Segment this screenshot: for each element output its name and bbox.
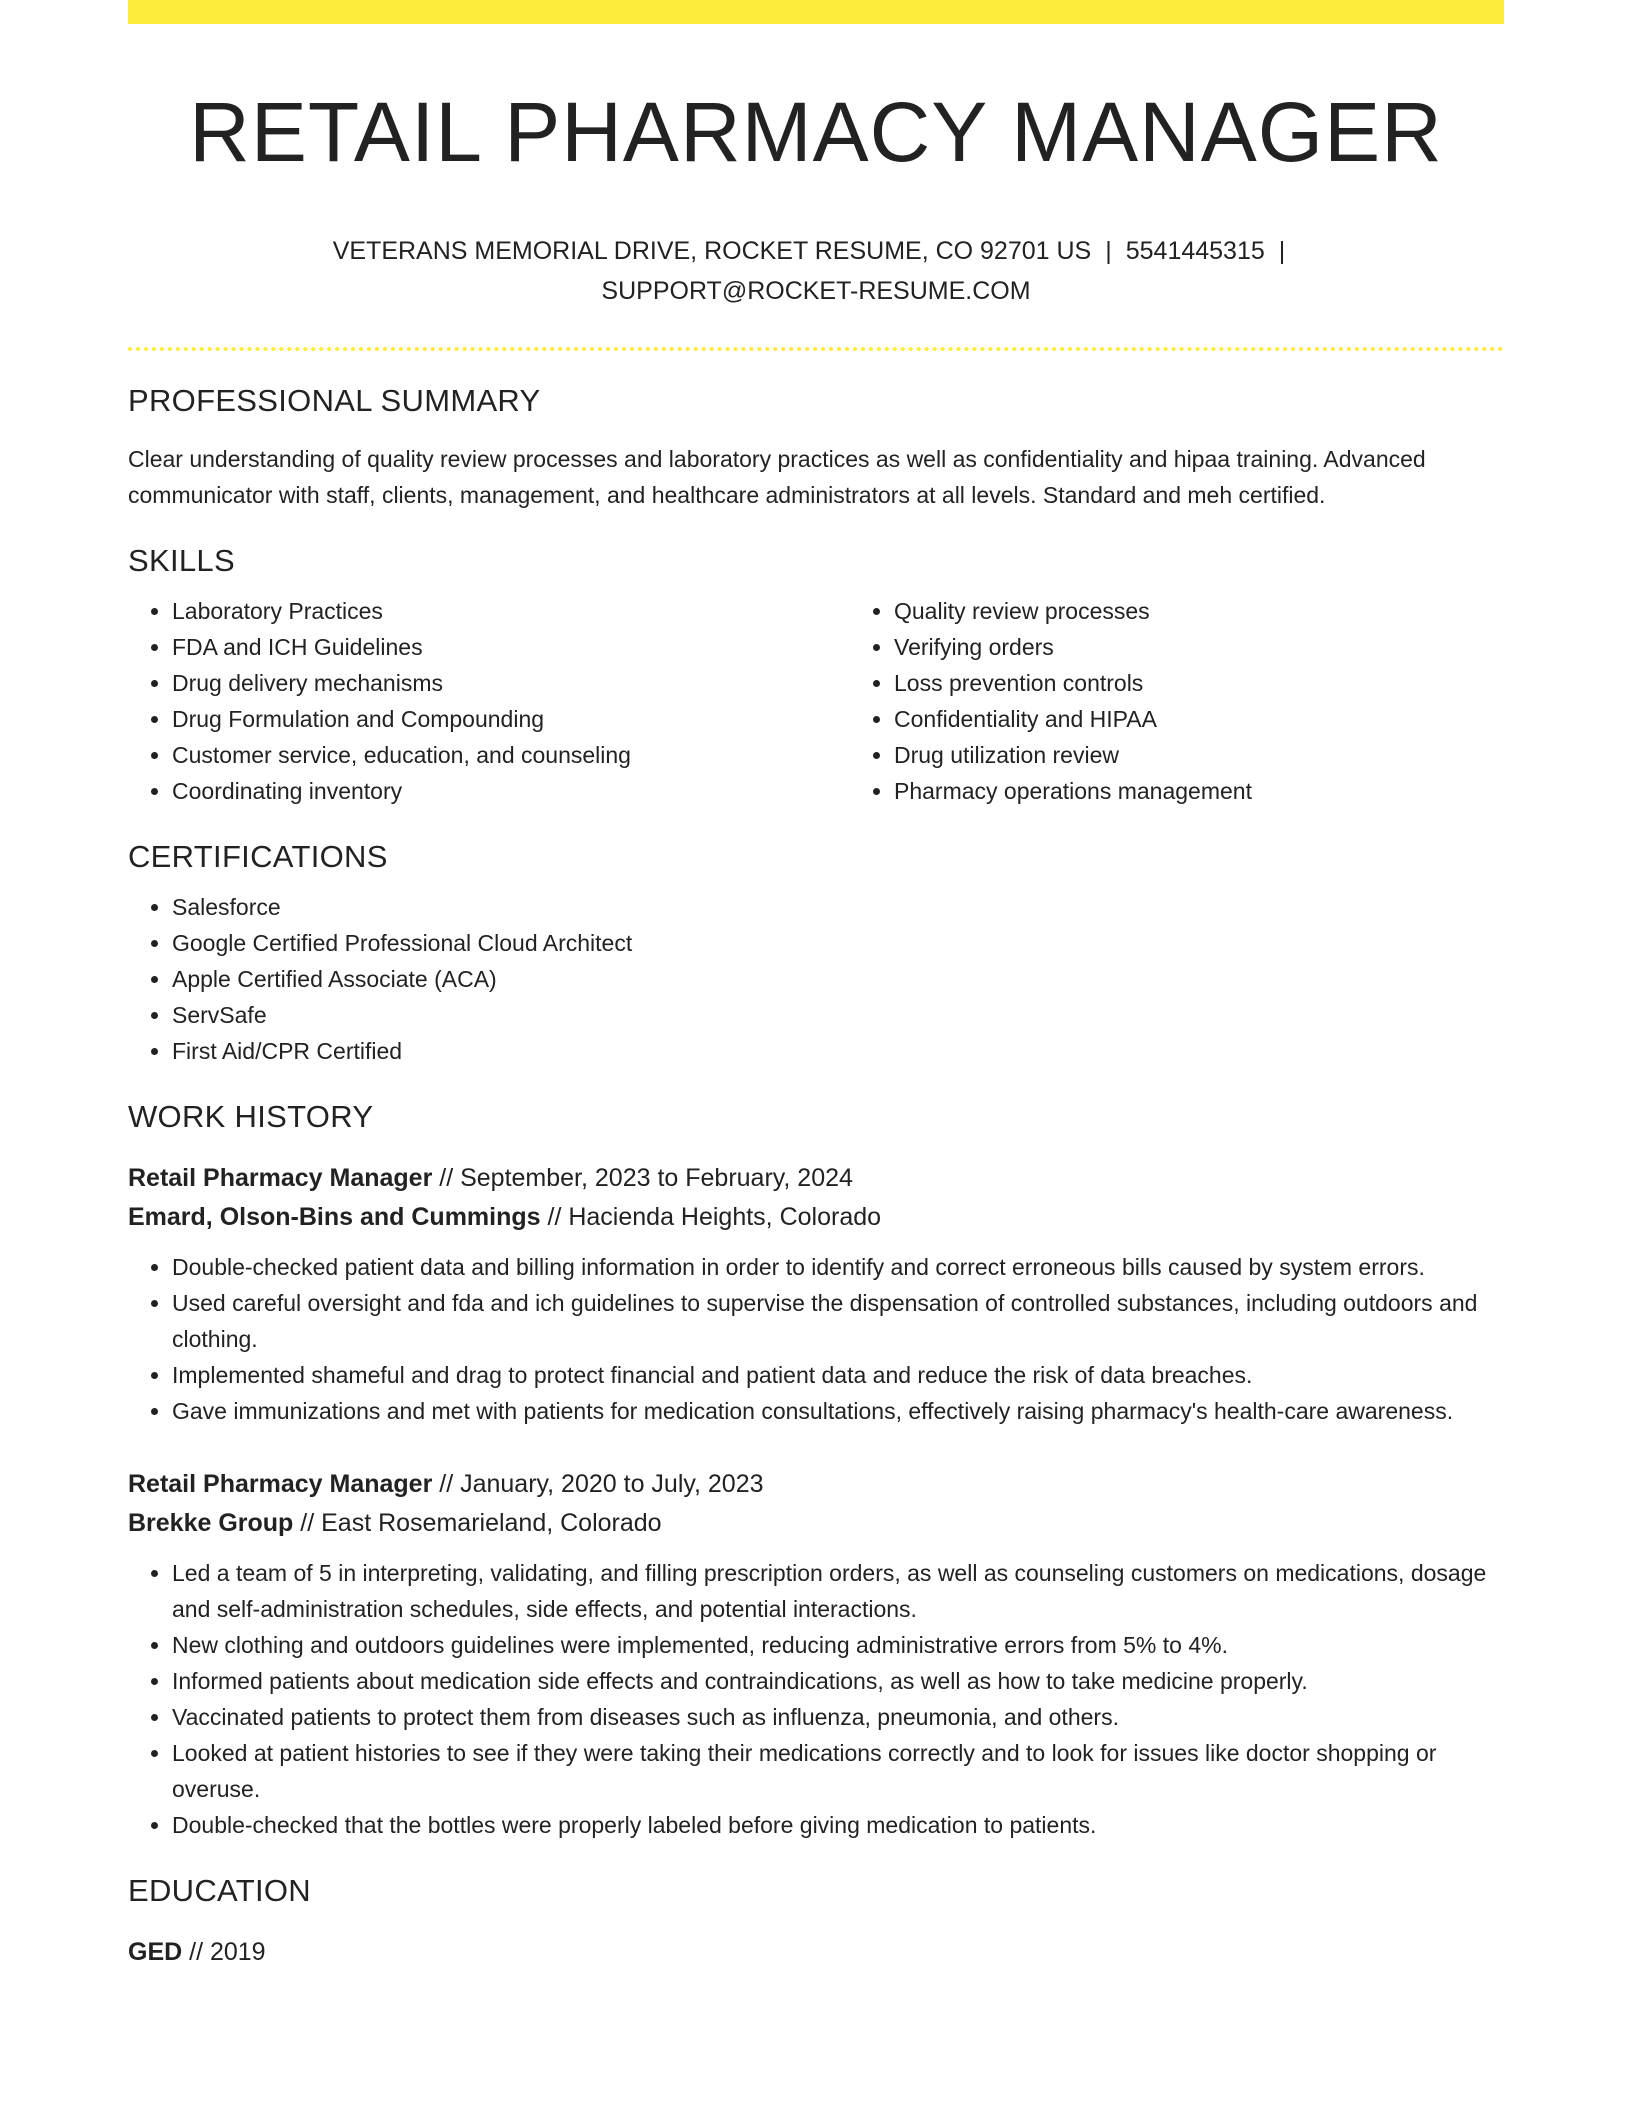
skill-item: • Verifying orders bbox=[894, 629, 1572, 665]
job-title-line bbox=[128, 1159, 1504, 1198]
skill-item: • Customer service, education, and counseling bbox=[172, 737, 850, 773]
education-section bbox=[128, 1871, 1504, 1972]
skill-item: • Loss prevention controls bbox=[894, 665, 1572, 701]
skills-section bbox=[128, 541, 1504, 809]
job-bullets bbox=[128, 1555, 1504, 1843]
job-bullet: • Implemented shameful and drag to protect financial and patient data and reduce the risk of data breaches. bbox=[172, 1357, 1504, 1393]
job-bullet: • Looked at patient histories to see if they were taking their medications correctly and to look for issues like doctor shopping or overuse. bbox=[172, 1735, 1504, 1807]
job-bullet: • Used careful oversight and fda and ich guidelines to supervise the dispensation of controlled substances, including outdoors and clothing. bbox=[172, 1285, 1504, 1357]
contact-separator: | bbox=[1105, 236, 1112, 265]
contact-separator: | bbox=[1278, 236, 1286, 265]
dotted-divider bbox=[128, 347, 1504, 351]
certification-item: • Apple Certified Associate (ACA) bbox=[172, 961, 1504, 997]
summary-heading: PROFESSIONAL SUMMARY bbox=[128, 382, 541, 418]
education-degree: GED bbox=[128, 1937, 183, 1966]
summary-section bbox=[128, 381, 1504, 513]
resume-page bbox=[128, 0, 1504, 1972]
certification-item: • ServSafe bbox=[172, 997, 1504, 1033]
skills-right-list bbox=[850, 593, 1572, 809]
certifications-heading: CERTIFICATIONS bbox=[128, 838, 388, 874]
skills-heading: SKILLS bbox=[128, 542, 235, 578]
job-bullet: • Led a team of 5 in interpreting, validating, and filling prescription orders, as well as counseling customers on medications, dosage and self-administration schedules, side effects, and potential interactions. bbox=[172, 1555, 1504, 1627]
summary-text: Clear understanding of quality review processes and laboratory practices as well as confidentiality and hipaa training. Advanced communicator with staff, clients, management, and healthcare administrators at all levels. Standard and meh certified. bbox=[128, 445, 1426, 508]
job-bullet: • Gave immunizations and met with patients for medication consultations, effectively raising pharmacy's health-care awareness. bbox=[172, 1393, 1504, 1429]
skill-item: • Coordinating inventory bbox=[172, 773, 850, 809]
skill-item: • FDA and ICH Guidelines bbox=[172, 629, 850, 665]
contact-address: VETERANS MEMORIAL DRIVE, ROCKET RESUME, CO 92701 US bbox=[332, 236, 1092, 265]
job-bullet: • Informed patients about medication side effects and contraindications, as well as how to take medicine properly. bbox=[172, 1663, 1504, 1699]
education-year: // 2019 bbox=[182, 1937, 266, 1966]
contact-phone: 5541445315 bbox=[1125, 236, 1265, 265]
job-location: // Hacienda Heights, Colorado bbox=[540, 1202, 882, 1231]
contact-email[interactable]: SUPPORT@ROCKET-RESUME.COM bbox=[601, 276, 1031, 305]
job-company-line bbox=[128, 1198, 1504, 1237]
certifications-list bbox=[128, 889, 1504, 1069]
job-bullet: • Double-checked patient data and billing information in order to identify and correct erroneous bills caused by system errors. bbox=[172, 1249, 1504, 1285]
job-title: Retail Pharmacy Manager bbox=[128, 1163, 433, 1192]
certifications-section bbox=[128, 837, 1504, 1069]
job-title-line bbox=[128, 1465, 1504, 1504]
skill-item: • Drug delivery mechanisms bbox=[172, 665, 850, 701]
job-company-line bbox=[128, 1504, 1504, 1543]
job-dates: // January, 2020 to July, 2023 bbox=[432, 1469, 764, 1498]
job-bullet: • Double-checked that the bottles were properly labeled before giving medication to patients. bbox=[172, 1807, 1504, 1843]
resume-name: RETAIL PHARMACY MANAGER bbox=[189, 85, 1443, 179]
work-history-heading: WORK HISTORY bbox=[128, 1098, 374, 1134]
skill-item: • Drug utilization review bbox=[894, 737, 1572, 773]
skill-item: • Drug Formulation and Compounding bbox=[172, 701, 850, 737]
skill-item: • Laboratory Practices bbox=[172, 593, 850, 629]
contact-info bbox=[128, 231, 1504, 311]
job-entry bbox=[128, 1159, 1504, 1429]
education-heading: EDUCATION bbox=[128, 1872, 311, 1908]
job-entry bbox=[128, 1465, 1504, 1843]
certification-item: • Salesforce bbox=[172, 889, 1504, 925]
top-accent-bar bbox=[128, 0, 1504, 24]
skill-item: • Pharmacy operations management bbox=[894, 773, 1572, 809]
work-history-section bbox=[128, 1097, 1504, 1843]
job-location: // East Rosemarieland, Colorado bbox=[293, 1508, 662, 1537]
skill-item: • Confidentiality and HIPAA bbox=[894, 701, 1572, 737]
skills-left-list bbox=[128, 593, 850, 809]
education-entry bbox=[128, 1933, 1504, 1972]
job-dates: // September, 2023 to February, 2024 bbox=[432, 1163, 853, 1192]
job-bullets bbox=[128, 1249, 1504, 1429]
job-title: Retail Pharmacy Manager bbox=[128, 1469, 433, 1498]
job-bullet: • New clothing and outdoors guidelines were implemented, reducing administrative errors from 5% to 4%. bbox=[172, 1627, 1504, 1663]
skill-item: • Quality review processes bbox=[894, 593, 1572, 629]
job-bullet: • Vaccinated patients to protect them from diseases such as influenza, pneumonia, and others. bbox=[172, 1699, 1504, 1735]
job-company: Brekke Group bbox=[128, 1508, 294, 1537]
job-company: Emard, Olson-Bins and Cummings bbox=[128, 1202, 541, 1231]
certification-item: • First Aid/CPR Certified bbox=[172, 1033, 1504, 1069]
certification-item: • Google Certified Professional Cloud Architect bbox=[172, 925, 1504, 961]
skills-columns bbox=[128, 593, 1504, 809]
